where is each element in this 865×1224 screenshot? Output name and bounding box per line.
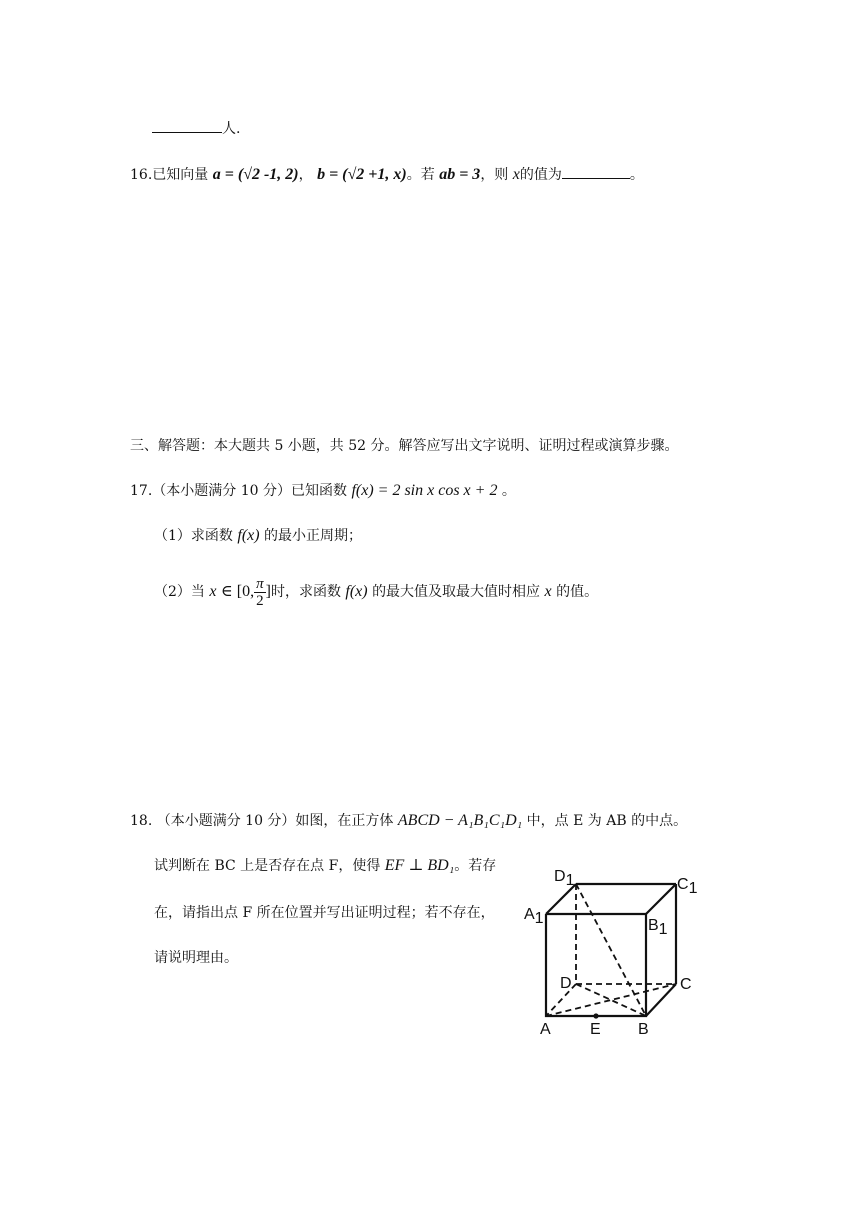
question-17-part-2: （2）当 x ∈ [0, $\frac{\pi}{2}$ ]时，求函数 f(x) 的最大值及取最大值时相应 x 的值。	[154, 575, 599, 609]
question-16: 16.已知向量 a = (√2 -1, 2)， b = (√2 +1, x)。若 ab = 3，则 x的值为 。	[130, 166, 644, 183]
vector-b: b = (√2 +1, x)	[317, 166, 407, 183]
label-c1: C1	[677, 876, 698, 897]
label-b1: B1	[648, 917, 668, 938]
question-18-line-4: 请说明理由。	[154, 950, 238, 966]
label-c: C	[680, 976, 692, 993]
question-18-line-3: 在，请指出点 F 所在位置并写出证明过程；若不存在，	[154, 905, 495, 921]
perpendicular-expr: EF ⊥ BD₁	[384, 857, 455, 874]
label-d1: D1	[554, 868, 575, 889]
pi-over-2: $\frac{\pi}{2}$	[256, 575, 264, 609]
question-17-part-1: （1）求函数 f(x) 的最小正周期；	[154, 527, 363, 544]
label-e: E	[590, 1021, 601, 1038]
answer-blank[interactable]	[152, 118, 222, 133]
section-heading: 三、解答题：本大题共 5 小题，共 52 分。解答应写出文字说明、证明过程或演算步骤。	[130, 438, 679, 454]
question-18-line-2: 试判断在 BC 上是否存在点 F，使得 EF ⊥ BD₁。若存	[154, 857, 497, 874]
dot-condition: ab = 3	[439, 166, 481, 183]
label-a1: A1	[524, 906, 544, 927]
function-expr: f(x) = 2 sin x cos x + 2	[351, 482, 498, 499]
answer-blank[interactable]	[562, 164, 630, 179]
label-d: D	[560, 975, 572, 992]
q15-tail: 人.	[152, 118, 240, 139]
vector-a: a = (√2 -1, 2)	[212, 166, 299, 183]
cube-figure	[520, 862, 710, 1042]
cube-name: ABCD − A₁B₁C₁D₁	[397, 812, 523, 829]
label-b: B	[638, 1021, 649, 1038]
point-e	[593, 1013, 598, 1018]
question-17: 17.（本小题满分 10 分）已知函数 f(x) = 2 sin x cos x + 2 。	[130, 482, 516, 499]
label-a: A	[540, 1021, 551, 1038]
question-18: 18. （本小题满分 10 分）如图，在正方体 ABCD − A₁B₁C₁D₁ 中，点 E 为 AB 的中点。	[130, 812, 688, 829]
